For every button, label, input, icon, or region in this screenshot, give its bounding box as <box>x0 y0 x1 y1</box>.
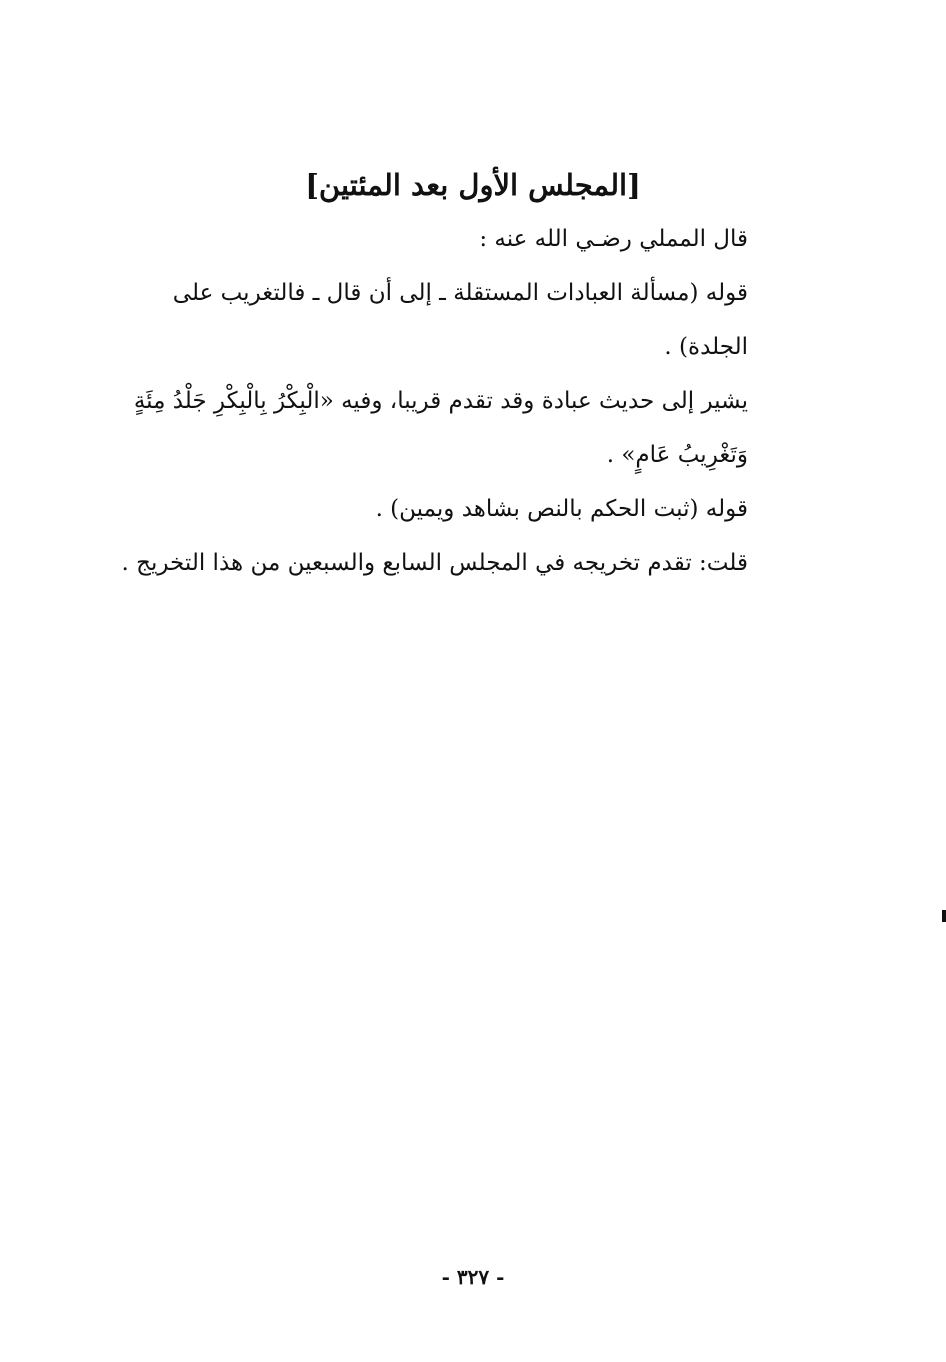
page-number: - ٣٢٧ - <box>441 1265 505 1289</box>
paragraph-note: قلت: تقدم تخريجه في المجلس السابع والسبعين من هذا التخريج . <box>121 550 748 576</box>
page-title: [المجلس الأول بعد المئتين] <box>305 168 641 202</box>
scan-edge-mark <box>942 910 946 922</box>
paragraph-quote-2: قوله (ثبت الحكم بالنص بشاهد ويمين) . <box>375 496 748 522</box>
body-text <box>108 212 748 590</box>
paragraph-intro: قال المملي رضـي الله عنه : <box>479 226 748 252</box>
paragraph-quote-1: قوله (مسألة العبادات المستقلة ـ إلى أن قال ـ فالتغريب على الجلدة) . <box>172 280 748 360</box>
paragraph-hadith-reference: يشير إلى حديث عبادة وقد تقدم قريبا، وفيه «الْبِكْرُ بِالْبِكْرِ جَلْدُ مِئَةٍ وَتَغْرِيبُ عَامٍ» . <box>133 388 748 468</box>
